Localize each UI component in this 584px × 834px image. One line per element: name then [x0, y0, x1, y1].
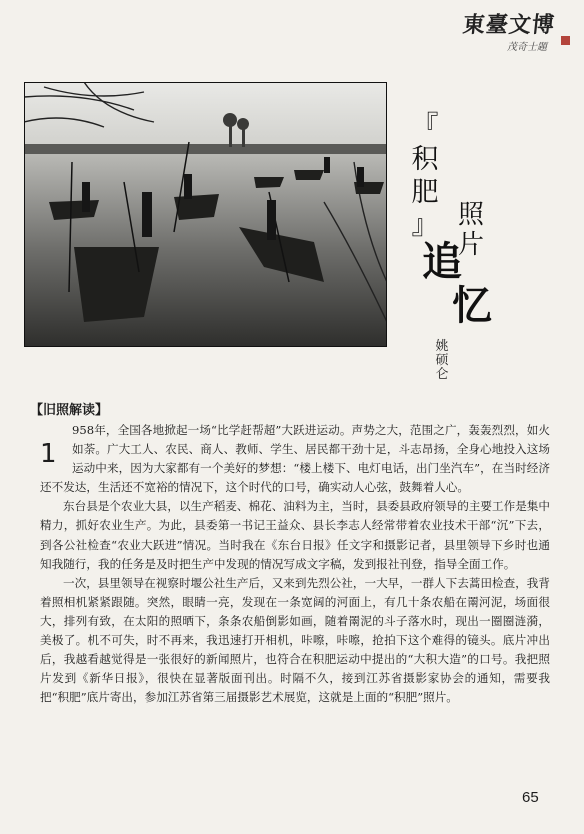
page-number: 65 — [522, 789, 539, 806]
title-char: 片 — [457, 230, 484, 260]
paragraph — [40, 421, 550, 497]
boats-on-river-photo — [24, 82, 387, 347]
title-char: 』 — [411, 210, 439, 241]
title-char: 『 — [411, 111, 439, 142]
section-heading: 【旧照解读】 — [30, 403, 109, 418]
archive-photo — [24, 82, 387, 347]
title-part-3 — [422, 240, 512, 328]
title-char: 追 — [422, 238, 462, 285]
article-body — [40, 421, 550, 707]
red-seal-icon — [561, 36, 570, 45]
brand-inscription: 茂奇士題 — [507, 42, 547, 53]
author-char: 姚 — [435, 339, 449, 354]
brand-calligraphy: 東臺文博 — [461, 12, 557, 38]
title-char: 照 — [457, 200, 484, 230]
paragraph: 一次，县里领导在视察时堰公社生产后，又来到先烈公社，一大早，一群人下去蒿田检查，我背着照相机紧紧跟随。突然，眼睛一亮，发现在一条宽阔的河面上，有几十条农船在罱河泥，场面很大，排列有致，在太阳的照晒下，条条农船倒影如画，随着罱泥的斗子落水时，现出一圈圈涟漪，美极了。机不可失，时不再来，我迅速打开相机，咔嚓，咔嚓，抢拍下这个难得的镜头。底片冲出后，我越看越觉得是一张很好的新闻照片，也符合在积肥运动中提出的“大积大造”的口号。我把照片发到《新华日报》，很快在显著版面刊出。时隔不久，接到江苏省摄影家协会的通知，需要我把“积肥”底片寄出，参加江苏省第三届摄影艺术展览，这就是上面的“积肥”照片。 — [40, 575, 550, 705]
author-char: 硕 — [435, 353, 449, 368]
drop-cap: 1 — [40, 439, 57, 469]
author-name — [433, 340, 451, 382]
paragraph: 东台县是个农业大县，以生产稻麦、棉花、油料为主，当时，县委县政府领导的主要工作是集中精力，抓好农业生产。为此，县委第一书记王益众、县长李志人经常带着农业技术干部“沉”下去，到各公社检查“农业大跃进”情况。当时我在《东台日报》任文字和摄影记者，县里领导下乡时也通知我随行，我的任务是及时把生产中发现的情况写成文字稿，发到报社刊登，指导全面工作。 — [40, 499, 550, 571]
title-char: 忆 — [452, 282, 492, 329]
paragraph-text: 958年，全国各地掀起一场“比学赶帮超”大跃进运动。声势之大，范围之广，轰轰烈烈，如火如荼。广大工人、农民、商人、教师、学生、居民都干劲十足，斗志昂扬，全身心地投入这场运动中来，因为大家都有一个美好的梦想：“楼上楼下、电灯电话，出门坐汽车”，在当时经济还不发达，生活还不宽裕的情况下，这个时代的口号，确实动人心弦，鼓舞着人心。 — [40, 423, 550, 495]
title-char: 肥 — [411, 177, 439, 208]
title-char: 积 — [411, 144, 439, 175]
author-char: 仑 — [435, 367, 449, 382]
column-brand — [463, 8, 573, 58]
title-part-1 — [405, 110, 445, 242]
